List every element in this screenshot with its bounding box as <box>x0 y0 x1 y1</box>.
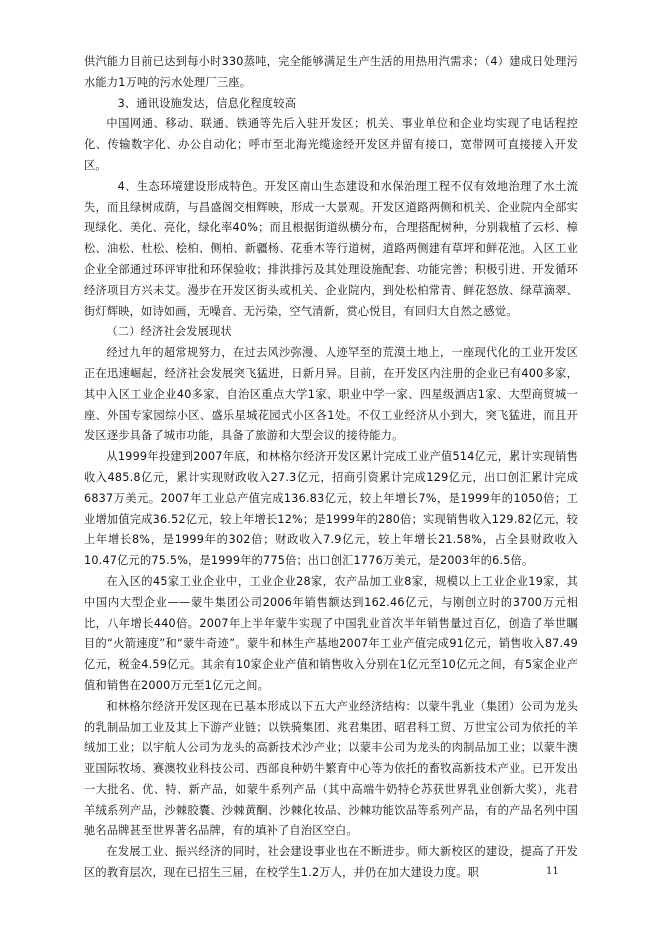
paragraph-telecom: 中国网通、移动、联通、铁通等先后入驻开发区；机关、事业单位和企业均实现了电话程控化、传输数字化、办公自动化；呼市至北海光缆途经开发区并留有接口，宽带网可直接接入开发区。 <box>84 117 578 172</box>
paragraph-development: 经过九年的超常规努力，在过去风沙弥漫、人迹罕至的荒漠土地上，一座现代化的工业开发区正在迅速崛起，经济社会发展突飞猛进，日新月异。目前，在开发区内注册的企业已有400多家，其中入区工业企业40多家、自治区重点大学1家、职业中学一家、四星级酒店1家、大型商贸城一座、外国专家园综小区、盛乐星城花园式小区各1处。不仅工业经济从小到大，突飞猛进，而且开发区逐步具备了城市功能，具备了旅游和大型会议的接待能力。 <box>84 346 578 443</box>
paragraph-statistics: 从1999年投建到2007年底，和林格尔经济开发区累计完成工业产值514亿元，累计实现销售收入485.8亿元，累计实现财政收入27.3亿元，招商引资累计完成129亿元，出口创汇累计完成6837万美元。2007年工业总产值完成136.83亿元，较上年增长7%，是1999年的1050倍；工业增加值完成36.52亿元，较上年增长12%；是1999年的280倍；实现销售收入129.82亿元，较上年增长8%，是1999年的302倍；财政收入7.9亿元，较上年增长21.58%，占全县财政收入10.47亿元的75.5%，是1999年的775倍；出口创汇1776万美元，是2003年的6.5倍。 <box>84 450 578 568</box>
paragraph-heat-supply: 供汽能力目前已达到每小时330蒸吨，完全能够满足生产生活的用热用汽需求；（4）建成日处理污水能力1万吨的污水处理厂三座。 <box>84 55 578 89</box>
paragraph-enterprises: 在入区的45家工业企业中，工业企业28家，农产品加工业8家，规模以上工业企业19家，其中国内大型企业——蒙牛集团公司2006年销售额达到162.46亿元，与刚创立时的3700万元相比，八年增长440倍。2007年上半年蒙牛实现了中国乳业首次半年销售量过百亿，创造了举世瞩目的“火箭速度”和“蒙牛奇迹”。蒙牛和林生产基地2007年工业产值完成91亿元，销售收入87.49亿元，税金4.59亿元。其余有10家企业产值和销售收入分别在1亿元至10亿元之间，有5家企业产值和销售在2000万元至1亿元之间。 <box>84 574 578 692</box>
paragraph-industries: 和林格尔经济开发区现在已基本形成以下五大产业经济结构：以蒙牛乳业（集团）公司为龙头的乳制品加工业及其上下游产业链；以铁骑集团、兆君集团、昭君科工贸、万世宝公司为依托的羊绒加工业；以宇航人公司为龙头的高新技术沙产业；以蒙丰公司为龙头的肉制品加工业；以蒙牛澳亚国际牧场、赛澳牧业科技公司、西部良种奶牛繁育中心等为依托的畜牧高新技术产业。已开发出一大批名、优、特、新产品，如蒙牛系列产品（其中高端牛奶特仑苏获世界乳业创新大奖），兆君羊绒系列产品，沙棘胶囊、沙棘黄酮、沙棘化妆品、沙棘功能饮品等系列产品，有的产品名列中国驰名品牌甚至世界著名品牌，有的填补了自治区空白。 <box>84 699 578 838</box>
page-number: 11 <box>546 866 559 877</box>
paragraph-ecology: 4、生态环境建设形成特色。开发区南山生态建设和水保治理工程不仅有效地治理了水土流失，而且绿树成荫，与昌盛阁交相辉映，形成一大景观。开发区道路两侧和机关、企业院内全部实现绿化、美化、亮化，绿化率40%；而且根据街道纵横分布，合理搭配树种，分别栽植了云杉、樟松、油松、杜松、桧柏、侧柏、新疆杨、花垂木等行道树，道路两侧建有草坪和鲜花池。入区工业企业全部通过环评审批和环保验收；排洪排污及其处理设施配套、功能完善；积极引进、开发循环经济项目方兴未艾。漫步在开发区街头或机关、企业院内，到处松柏常青、鲜花怒放、绿草滴翠、街灯辉映，如诗如画，无噪音、无污染，空气清新，赏心悦目，有回归大自然之感觉。 <box>84 179 578 318</box>
section-heading-telecom: 3、通讯设施发达，信息化程度较高 <box>117 96 297 110</box>
section-heading-economy: （二）经济社会发展现状 <box>106 325 232 339</box>
paragraph-social: 在发展工业、振兴经济的同时，社会建设事业也在不断进步。师大新校区的建设，提高了开发区的教育层次，现在已招生三届，在校学生1.2万人，并仍在加大建设力度。职 <box>84 845 578 880</box>
document-page <box>84 52 578 884</box>
